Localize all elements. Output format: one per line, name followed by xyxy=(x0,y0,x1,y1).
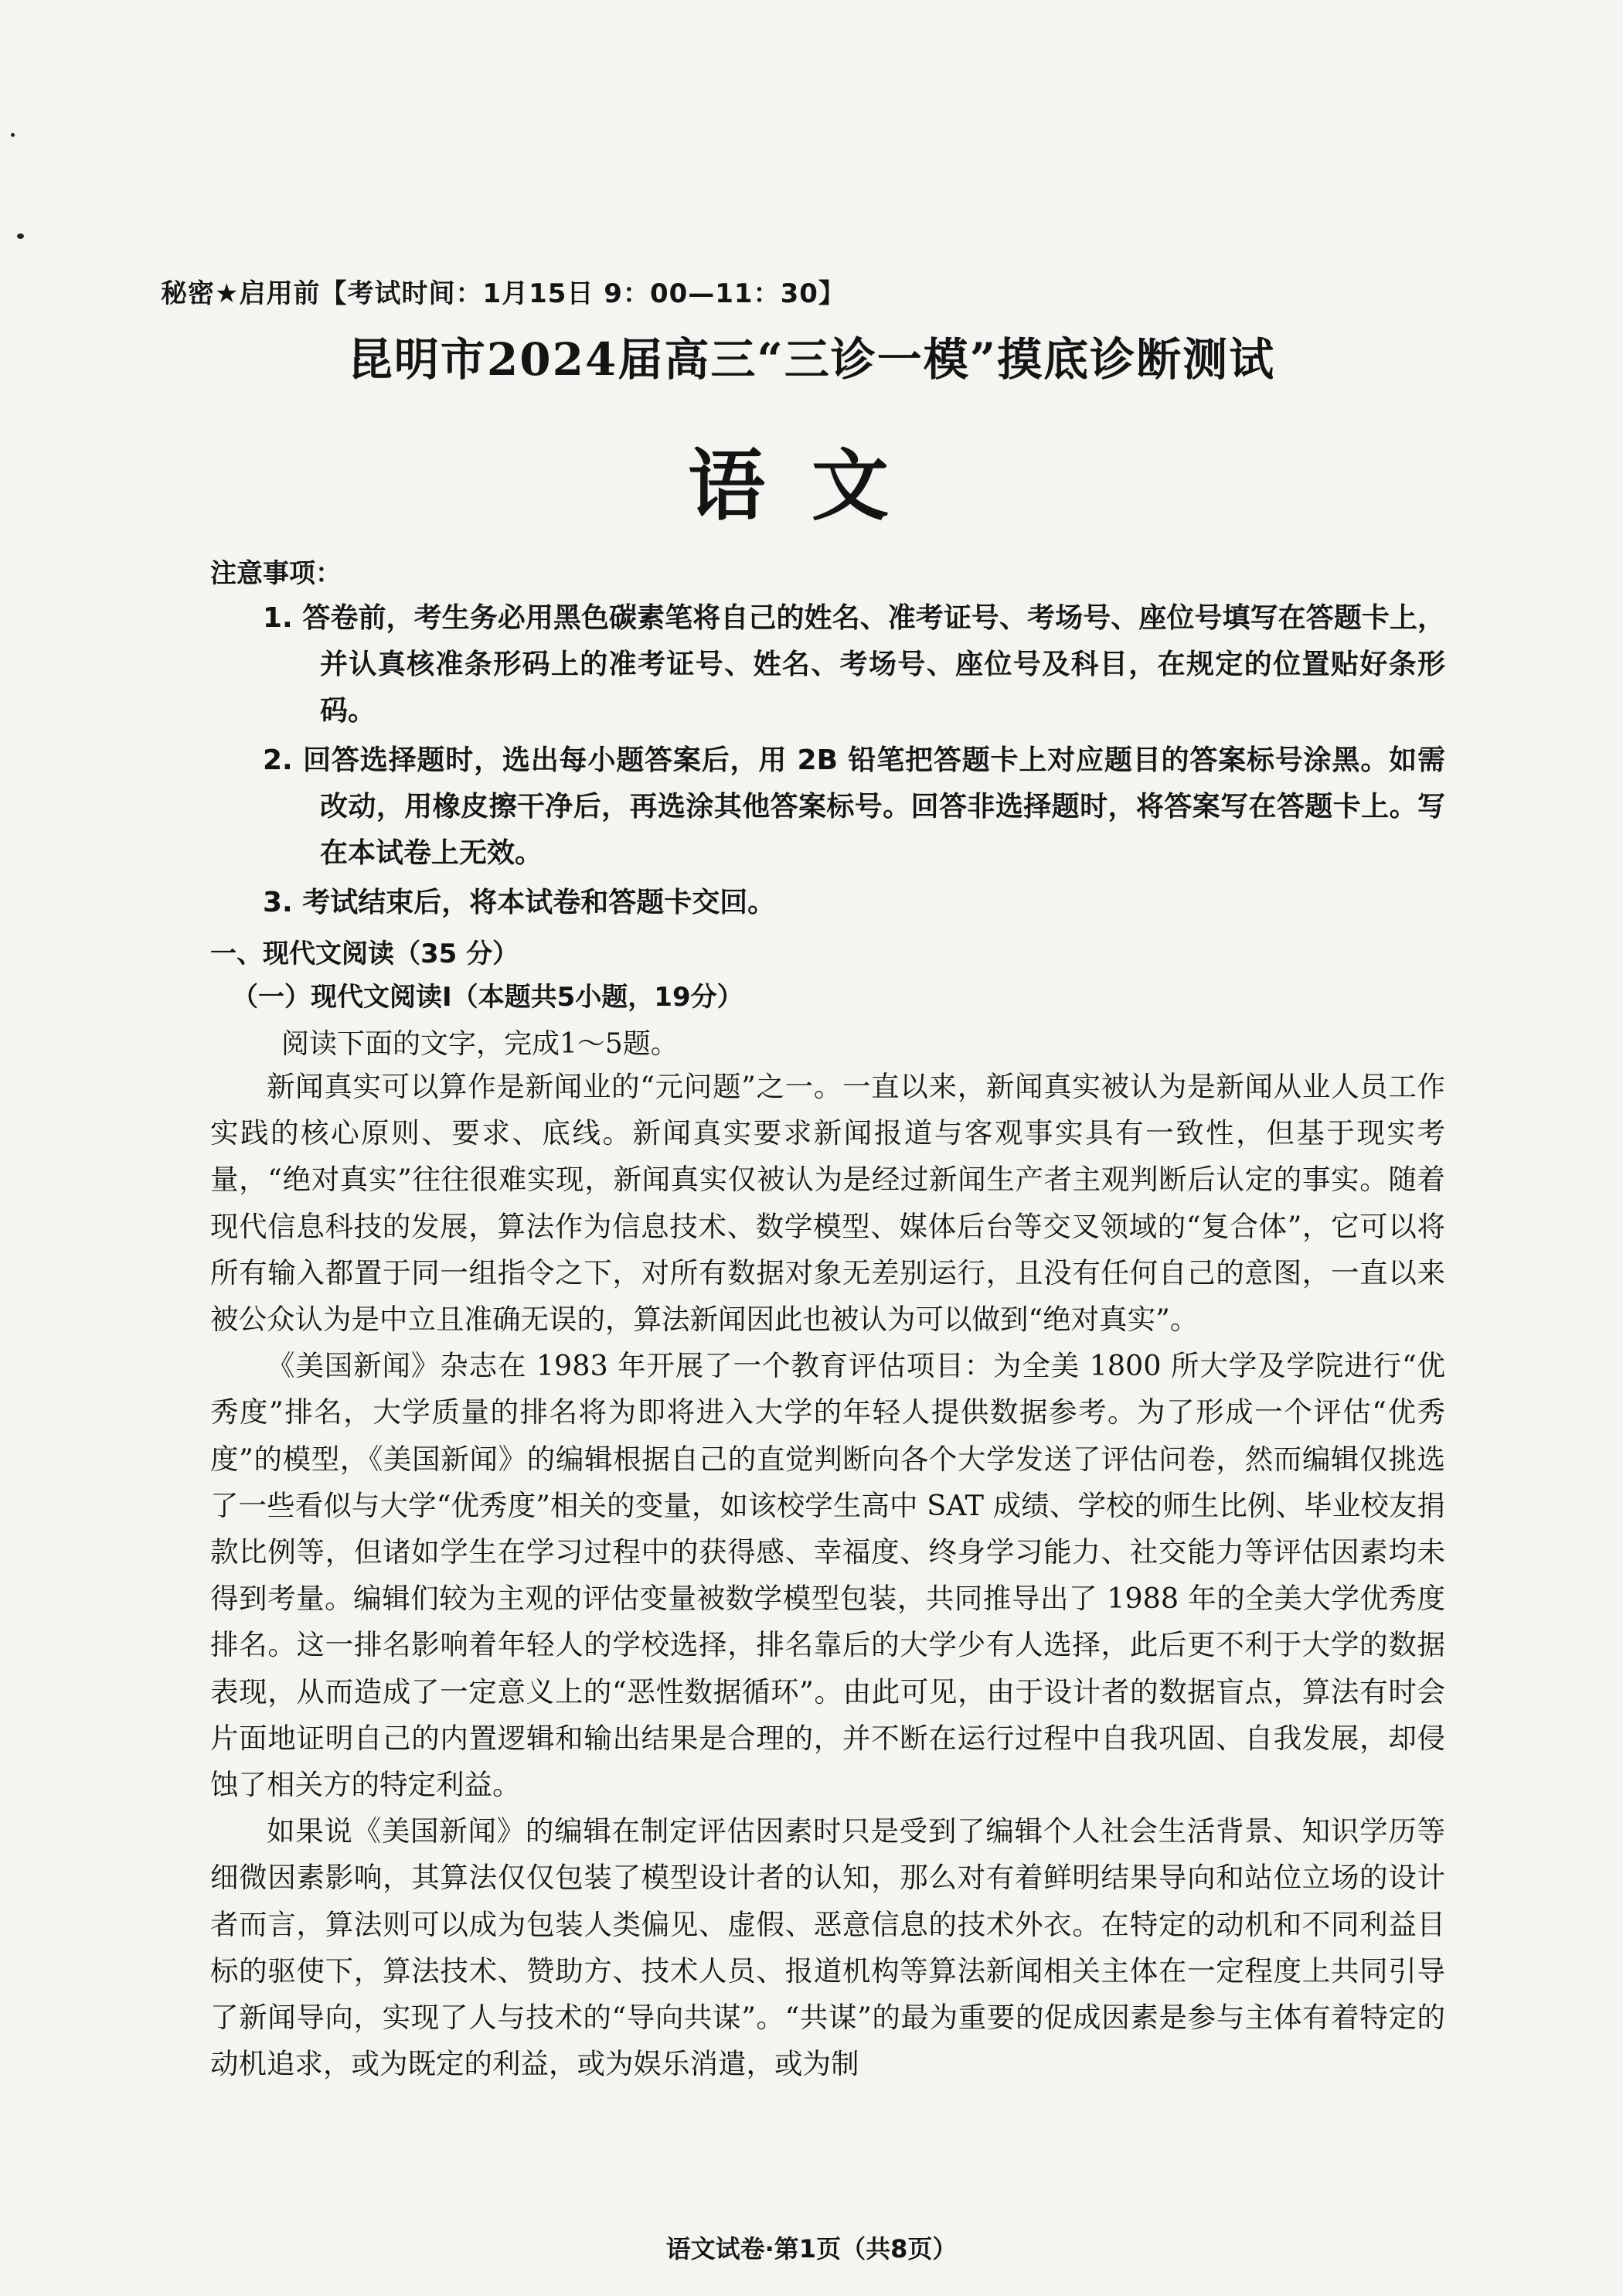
scan-speck xyxy=(17,233,24,239)
reading-instruction: 阅读下面的文字，完成1～5题。 xyxy=(281,1028,679,1060)
passage-paragraph: 如果说《美国新闻》的编辑在制定评估因素时只是受到了编辑个人社会生活背景、知识学历等细微因素影响，其算法仅仅包装了模型设计者的认知，那么对有着鲜明结果导向和站位立场的设计者而言，算法则可以成为包装人类偏见、虚假、恶意信息的技术外衣。在特定的动机和不同利益目标的驱使下，算法技术、赞助方、技术人员、报道机构等算法新闻相关主体在一定程度上共同引导了新闻导向，实现了人与技术的“导向共谋”。“共谋”的最为重要的促成因素是参与主体有着特定的动机追求，或为既定的利益，或为娱乐消遣，或为制 xyxy=(210,1814,1445,2081)
passage-paragraph: 新闻真实可以算作是新闻业的“元问题”之一。一直以来，新闻真实被认为是新闻从业人员工作实践的核心原则、要求、底线。新闻真实要求新闻报道与客观事实具有一致性，但基于现实考量，“绝对真实”往往很难实现，新闻真实仅被认为是经过新闻生产者主观判断后认定的事实。随着现代信息科技的发展，算法作为信息技术、数学模型、媒体后台等交叉领域的“复合体”，它可以将所有输入都置于同一组指令之下，对所有数据对象无差别运行，且没有任何自己的意图，一直以来被公众认为是中立且准确无误的，算法新闻因此也被认为可以做到“绝对真实”。 xyxy=(210,1070,1445,1337)
section-heading: 一、现代文阅读（35 分） xyxy=(210,938,519,969)
passage-paragraph: 《美国新闻》杂志在 1983 年开展了一个教育评估项目：为全美 1800 所大学及学院进行“优秀度”排名，大学质量的排名将为即将进入大学的年轻人提供数据参考。为了形成一个评估“优秀度”的模型，《美国新闻》的编辑根据自己的直觉判断向各个大学发送了评估问卷，然而编辑仅挑选了一些看似与大学“优秀度”相关的变量，如该校学生高中 SAT 成绩、学校的师生比例、毕业校友捐款比例等，但诸如学生在学习过程中的获得感、幸福度、终身学习能力、社交能力等评估因素均未得到考量。编辑们较为主观的评估变量被数学模型包装，共同推导出了 1988 年的全美大学优秀度排名。这一排名影响着年轻人的学校选择，排名靠后的大学少有人选择，此后更不利于大学的数据表现，从而造成了一定意义上的“恶性数据循环”。由此可见，由于设计者的数据盲点，算法有时会片面地证明自己的内置逻辑和输出结果是合理的，并不断在运行过程中自我巩固、自我发展，却侵蚀了相关方的特定利益。 xyxy=(210,1349,1445,1802)
confidential-line: 秘密★启用前【考试时间：1月15日 9：00—11：30】 xyxy=(161,278,846,309)
reading-passage xyxy=(210,1064,1445,2087)
scan-speck xyxy=(11,133,15,137)
page-footer: 语文试卷·第1页（共8页） xyxy=(665,2234,958,2264)
notice-heading: 注意事项： xyxy=(210,558,342,589)
notice-list xyxy=(263,595,1445,929)
notice-item: 1. 答卷前，考生务必用黑色碳素笔将自己的姓名、准考证号、考场号、座位号填写在答题卡上，并认真核准条形码上的准考证号、姓名、考场号、座位号及科目，在规定的位置贴好条形码。 xyxy=(263,602,1445,727)
notice-item: 2. 回答选择题时，选出每小题答案后，用 2B 铅笔把答题卡上对应题目的答案标号涂黑。如需改动，用橡皮擦干净后，再选涂其他答案标号。回答非选择题时，将答案写在答题卡上。写在本试卷上无效。 xyxy=(263,744,1445,869)
notice-item: 3. 考试结束后，将本试卷和答题卡交回。 xyxy=(263,887,776,918)
exam-title: 昆明市2024届高三“三诊一模”摸底诊断测试 xyxy=(347,333,1276,386)
subject-title: 语文 xyxy=(688,440,935,531)
subsection-heading: （一）现代文阅读Ⅰ（本题共5小题，19分） xyxy=(232,982,743,1013)
